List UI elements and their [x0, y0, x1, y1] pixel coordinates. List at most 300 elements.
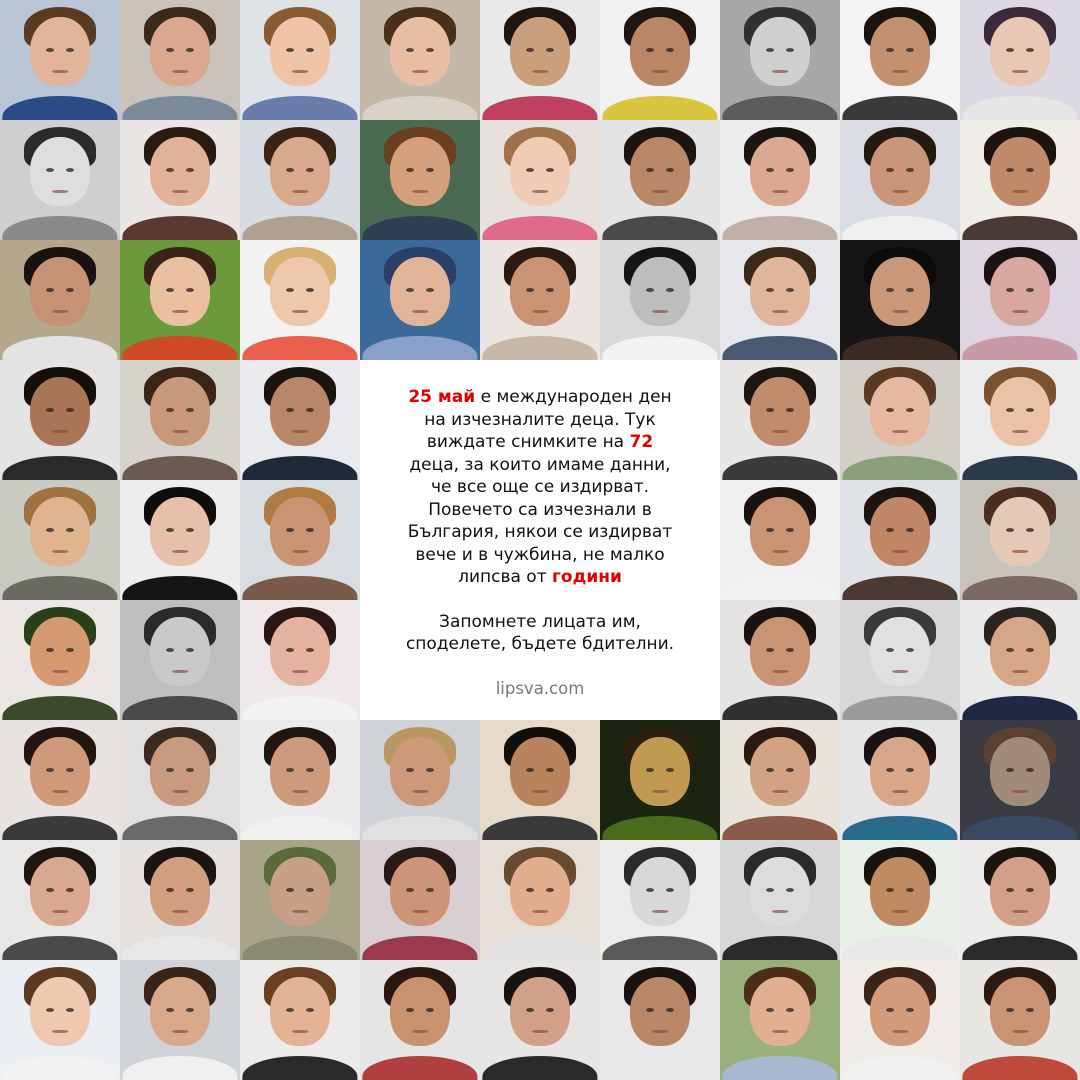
mouth-shape [1012, 70, 1028, 73]
face-shape [270, 857, 330, 927]
shoulders-shape [362, 216, 477, 240]
child-photo [720, 720, 840, 840]
mouth-shape [772, 670, 788, 673]
face-shape [30, 377, 90, 447]
face-shape [270, 737, 330, 807]
mouth-shape [172, 190, 188, 193]
child-photo [480, 120, 600, 240]
face-shape [750, 377, 810, 447]
shoulders-shape [842, 336, 957, 360]
shoulders-shape [2, 696, 117, 720]
face-shape [510, 137, 570, 207]
mouth-shape [892, 550, 908, 553]
child-photo [240, 360, 360, 480]
shoulders-shape [122, 216, 237, 240]
shoulders-shape [2, 936, 117, 960]
child-photo [240, 960, 360, 1080]
child-photo [480, 240, 600, 360]
face-shape [150, 497, 210, 567]
child-photo [960, 840, 1080, 960]
child-photo [360, 960, 480, 1080]
mouth-shape [292, 310, 308, 313]
shoulders-shape [2, 96, 117, 120]
mouth-shape [172, 670, 188, 673]
mouth-shape [652, 190, 668, 193]
mouth-shape [772, 430, 788, 433]
message-text [408, 386, 672, 589]
child-photo [0, 480, 120, 600]
child-photo [840, 240, 960, 360]
mouth-shape [412, 310, 428, 313]
shoulders-shape [842, 456, 957, 480]
child-photo [240, 720, 360, 840]
message-line: България, някои се издирват [407, 522, 673, 542]
child-photo [240, 600, 360, 720]
mouth-shape [292, 70, 308, 73]
shoulders-shape [842, 816, 957, 840]
face-shape [870, 257, 930, 327]
shoulders-shape [602, 816, 717, 840]
child-photo [720, 960, 840, 1080]
mouth-shape [772, 190, 788, 193]
face-shape [30, 257, 90, 327]
mouth-shape [412, 190, 428, 193]
child-photo [720, 840, 840, 960]
face-shape [870, 17, 930, 87]
mouth-shape [172, 550, 188, 553]
shoulders-shape [962, 336, 1077, 360]
child-photo [0, 840, 120, 960]
mouth-shape [652, 910, 668, 913]
face-shape [510, 737, 570, 807]
mouth-shape [52, 550, 68, 553]
face-shape [30, 137, 90, 207]
face-shape [750, 977, 810, 1047]
mouth-shape [52, 790, 68, 793]
child-photo [240, 840, 360, 960]
face-shape [870, 377, 930, 447]
site-link[interactable]: lipsva.com [495, 678, 585, 698]
face-shape [990, 257, 1050, 327]
child-photo [360, 720, 480, 840]
message-line: вече и в чужбина, не малко [415, 544, 665, 565]
shoulders-shape [722, 816, 837, 840]
mouth-shape [172, 310, 188, 313]
face-shape [390, 857, 450, 927]
child-photo [120, 480, 240, 600]
shoulders-shape [362, 336, 477, 360]
mouth-shape [292, 790, 308, 793]
child-photo [840, 0, 960, 120]
face-shape [150, 857, 210, 927]
message-line: деца, за които имаме данни, [409, 454, 671, 475]
shoulders-shape [842, 936, 957, 960]
message-line: виждате снимките на [426, 432, 630, 452]
face-shape [270, 977, 330, 1047]
child-photo [840, 360, 960, 480]
face-shape [270, 257, 330, 327]
child-photo [960, 960, 1080, 1080]
child-photo [360, 240, 480, 360]
shoulders-shape [962, 936, 1077, 960]
child-photo [600, 960, 720, 1080]
face-shape [30, 737, 90, 807]
shoulders-shape [2, 816, 117, 840]
child-photo [0, 0, 120, 120]
shoulders-shape [242, 216, 357, 240]
shoulders-shape [122, 456, 237, 480]
shoulders-shape [2, 456, 117, 480]
face-shape [270, 617, 330, 687]
mouth-shape [652, 1030, 668, 1033]
shoulders-shape [602, 336, 717, 360]
mouth-shape [892, 670, 908, 673]
mouth-shape [412, 70, 428, 73]
child-photo [720, 120, 840, 240]
mouth-shape [172, 70, 188, 73]
mouth-shape [292, 190, 308, 193]
child-photo [120, 240, 240, 360]
shoulders-shape [122, 576, 237, 600]
mouth-shape [772, 790, 788, 793]
mouth-shape [292, 670, 308, 673]
face-shape [30, 857, 90, 927]
face-shape [750, 497, 810, 567]
child-photo [480, 840, 600, 960]
shoulders-shape [842, 696, 957, 720]
face-shape [270, 497, 330, 567]
child-photo [480, 0, 600, 120]
face-shape [390, 137, 450, 207]
mouth-shape [532, 790, 548, 793]
mouth-shape [292, 550, 308, 553]
mouth-shape [1012, 790, 1028, 793]
child-photo [120, 0, 240, 120]
shoulders-shape [122, 816, 237, 840]
shoulders-shape [722, 96, 837, 120]
mouth-shape [292, 1030, 308, 1033]
shoulders-shape [962, 1056, 1077, 1080]
child-photo [240, 240, 360, 360]
face-shape [870, 977, 930, 1047]
face-shape [390, 17, 450, 87]
face-shape [30, 497, 90, 567]
child-photo [120, 360, 240, 480]
face-shape [150, 617, 210, 687]
shoulders-shape [602, 1056, 717, 1080]
mouth-shape [652, 790, 668, 793]
mouth-shape [1012, 910, 1028, 913]
mouth-shape [52, 1030, 68, 1033]
face-shape [270, 137, 330, 207]
face-shape [750, 137, 810, 207]
face-shape [390, 977, 450, 1047]
child-photo [240, 0, 360, 120]
shoulders-shape [2, 576, 117, 600]
shoulders-shape [242, 936, 357, 960]
mouth-shape [772, 70, 788, 73]
shoulders-shape [842, 576, 957, 600]
child-photo [600, 720, 720, 840]
child-photo [120, 120, 240, 240]
face-shape [30, 977, 90, 1047]
child-photo [120, 720, 240, 840]
mouth-shape [1012, 550, 1028, 553]
child-photo [600, 240, 720, 360]
face-shape [630, 737, 690, 807]
shoulders-shape [2, 216, 117, 240]
child-photo [960, 120, 1080, 240]
face-shape [630, 857, 690, 927]
face-shape [30, 17, 90, 87]
mouth-shape [772, 910, 788, 913]
face-shape [750, 737, 810, 807]
shoulders-shape [842, 1056, 957, 1080]
message-line: че все още се издирват. [430, 477, 650, 497]
child-photo [120, 840, 240, 960]
shoulders-shape [602, 216, 717, 240]
mouth-shape [292, 430, 308, 433]
years-highlight: години [552, 567, 622, 587]
mouth-shape [172, 910, 188, 913]
mouth-shape [52, 430, 68, 433]
face-shape [150, 137, 210, 207]
shoulders-shape [722, 576, 837, 600]
shoulders-shape [242, 456, 357, 480]
child-photo [480, 960, 600, 1080]
mouth-shape [172, 790, 188, 793]
message-line: Повечето са изчезнали в [428, 499, 652, 520]
mouth-shape [532, 910, 548, 913]
mouth-shape [172, 430, 188, 433]
face-shape [510, 17, 570, 87]
shoulders-shape [482, 1056, 597, 1080]
child-photo [720, 0, 840, 120]
mouth-shape [652, 70, 668, 73]
mouth-shape [52, 190, 68, 193]
shoulders-shape [242, 96, 357, 120]
shoulders-shape [362, 816, 477, 840]
shoulders-shape [362, 936, 477, 960]
shoulders-shape [122, 696, 237, 720]
face-shape [870, 617, 930, 687]
face-shape [630, 257, 690, 327]
face-shape [990, 17, 1050, 87]
child-photo [720, 240, 840, 360]
shoulders-shape [122, 336, 237, 360]
shoulders-shape [962, 576, 1077, 600]
shoulders-shape [602, 936, 717, 960]
face-shape [390, 257, 450, 327]
shoulders-shape [362, 96, 477, 120]
face-shape [750, 257, 810, 327]
mouth-shape [52, 670, 68, 673]
shoulders-shape [482, 216, 597, 240]
child-photo [360, 0, 480, 120]
message-line: споделете, бъдете бдителни. [405, 634, 675, 654]
child-photo [0, 720, 120, 840]
shoulders-shape [242, 1056, 357, 1080]
child-photo [960, 720, 1080, 840]
child-photo [120, 960, 240, 1080]
face-shape [510, 857, 570, 927]
child-photo [240, 480, 360, 600]
child-photo [0, 600, 120, 720]
child-photo [960, 360, 1080, 480]
shoulders-shape [242, 576, 357, 600]
face-shape [270, 17, 330, 87]
shoulders-shape [482, 336, 597, 360]
face-shape [870, 857, 930, 927]
shoulders-shape [962, 696, 1077, 720]
mouth-shape [892, 910, 908, 913]
face-shape [150, 737, 210, 807]
mouth-shape [1012, 670, 1028, 673]
face-shape [750, 617, 810, 687]
shoulders-shape [482, 936, 597, 960]
mouth-shape [892, 70, 908, 73]
child-photo [720, 480, 840, 600]
shoulders-shape [722, 696, 837, 720]
shoulders-shape [482, 96, 597, 120]
mouth-shape [1012, 310, 1028, 313]
shoulders-shape [602, 96, 717, 120]
face-shape [30, 617, 90, 687]
mouth-shape [772, 550, 788, 553]
mouth-shape [412, 910, 428, 913]
face-shape [510, 977, 570, 1047]
child-photo [720, 360, 840, 480]
face-shape [750, 17, 810, 87]
shoulders-shape [242, 336, 357, 360]
child-photo [480, 720, 600, 840]
face-shape [150, 257, 210, 327]
shoulders-shape [2, 336, 117, 360]
shoulders-shape [962, 216, 1077, 240]
child-photo [840, 720, 960, 840]
face-shape [150, 17, 210, 87]
mouth-shape [772, 1030, 788, 1033]
child-photo [840, 480, 960, 600]
child-photo [360, 120, 480, 240]
child-photo [840, 120, 960, 240]
face-shape [990, 497, 1050, 567]
face-shape [630, 977, 690, 1047]
mouth-shape [1012, 430, 1028, 433]
mouth-shape [892, 430, 908, 433]
mouth-shape [52, 910, 68, 913]
shoulders-shape [842, 216, 957, 240]
mouth-shape [532, 70, 548, 73]
message-panel [360, 360, 720, 720]
shoulders-shape [962, 96, 1077, 120]
child-photo [0, 240, 120, 360]
face-shape [990, 137, 1050, 207]
child-photo [600, 120, 720, 240]
shoulders-shape [962, 816, 1077, 840]
child-photo [0, 960, 120, 1080]
face-shape [750, 857, 810, 927]
shoulders-shape [722, 456, 837, 480]
shoulders-shape [962, 456, 1077, 480]
face-shape [870, 497, 930, 567]
face-shape [990, 377, 1050, 447]
mouth-shape [892, 190, 908, 193]
shoulders-shape [122, 1056, 237, 1080]
shoulders-shape [122, 936, 237, 960]
call-to-action [406, 611, 674, 656]
child-photo [840, 840, 960, 960]
child-photo [600, 0, 720, 120]
count-highlight: 72 [629, 432, 654, 452]
child-photo [960, 0, 1080, 120]
shoulders-shape [242, 816, 357, 840]
shoulders-shape [482, 816, 597, 840]
child-photo [840, 960, 960, 1080]
shoulders-shape [362, 1056, 477, 1080]
child-photo [840, 600, 960, 720]
face-shape [150, 977, 210, 1047]
face-shape [990, 977, 1050, 1047]
shoulders-shape [122, 96, 237, 120]
face-shape [510, 257, 570, 327]
mouth-shape [1012, 190, 1028, 193]
mouth-shape [412, 1030, 428, 1033]
mouth-shape [892, 1030, 908, 1033]
mouth-shape [772, 310, 788, 313]
shoulders-shape [722, 216, 837, 240]
face-shape [630, 17, 690, 87]
mouth-shape [532, 190, 548, 193]
face-shape [870, 137, 930, 207]
face-shape [990, 857, 1050, 927]
mouth-shape [172, 1030, 188, 1033]
mouth-shape [52, 70, 68, 73]
face-shape [150, 377, 210, 447]
mouth-shape [412, 790, 428, 793]
shoulders-shape [722, 1056, 837, 1080]
mouth-shape [892, 310, 908, 313]
shoulders-shape [242, 696, 357, 720]
mouth-shape [892, 790, 908, 793]
child-photo [960, 240, 1080, 360]
message-line: Запомнете лицата им, [439, 611, 641, 632]
face-shape [390, 737, 450, 807]
mouth-shape [532, 1030, 548, 1033]
message-line: на изчезналите деца. Тук [424, 409, 656, 430]
date-highlight: 25 май [408, 387, 476, 407]
shoulders-shape [842, 96, 957, 120]
shoulders-shape [722, 336, 837, 360]
face-shape [270, 377, 330, 447]
message-line: липсва от [458, 567, 553, 587]
shoulders-shape [722, 936, 837, 960]
child-photo [0, 360, 120, 480]
mouth-shape [1012, 1030, 1028, 1033]
face-shape [990, 737, 1050, 807]
child-photo [600, 840, 720, 960]
child-photo [960, 480, 1080, 600]
child-photo [360, 840, 480, 960]
face-shape [870, 737, 930, 807]
mouth-shape [652, 310, 668, 313]
child-photo [0, 120, 120, 240]
child-photo [720, 600, 840, 720]
child-photo [960, 600, 1080, 720]
face-shape [630, 137, 690, 207]
shoulders-shape [2, 1056, 117, 1080]
mouth-shape [292, 910, 308, 913]
